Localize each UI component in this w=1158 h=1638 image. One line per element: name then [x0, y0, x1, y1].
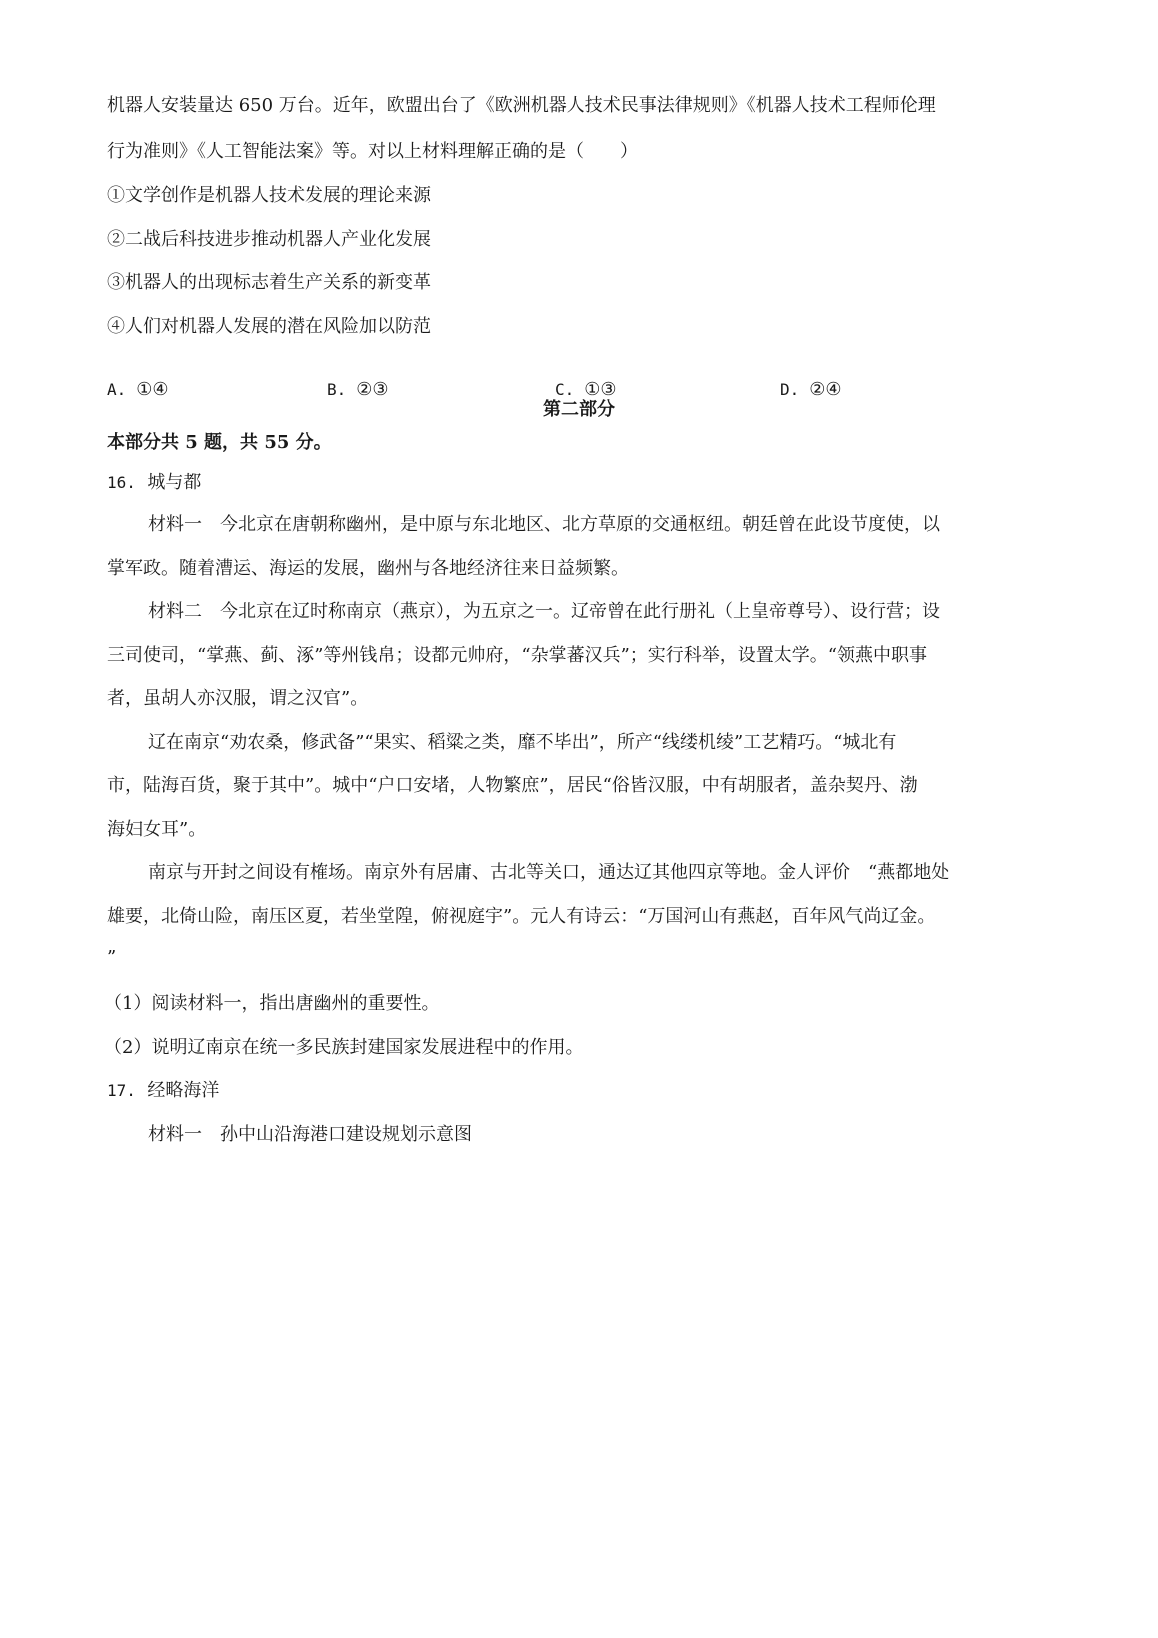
q16-heading — [107, 471, 201, 495]
q16-material-1-line-1: 材料一 今北京在唐朝称幽州，是中原与东北地区、北方草原的交通枢纽。朝廷曾在此设节度使，以 — [148, 514, 940, 535]
q15-stem-line-1: 机器人安装量达 650 万台。近年，欧盟出台了《欧洲机器人技术民事法律规则》《机器人技术工程师伦理 — [107, 95, 936, 116]
option-d-value: ②④ — [809, 379, 842, 400]
q16-number: 16. — [107, 473, 136, 492]
option-c-label: C. — [555, 380, 575, 399]
section-title: 第二部分 — [543, 399, 615, 420]
q15-statement-2: ②二战后科技进步推动机器人产业化发展 — [107, 229, 431, 250]
q16-material-1-line-2: 掌军政。随着漕运、海运的发展，幽州与各地经济往来日益频繁。 — [107, 558, 629, 579]
option-a-value: ①④ — [136, 379, 169, 400]
q16-paragraph-4-line-2: 雄要，北倚山险，南压区夏，若坐堂隍，俯视庭宇”。元人有诗云：“万国河山有燕赵，百年风气尚辽金。 — [107, 906, 936, 927]
option-c-value: ①③ — [584, 379, 617, 400]
q16-paragraph-3-line-1: 辽在南京“劝农桑，修武备”“果实、稻粱之类，靡不毕出”，所产“线缕机绫”工艺精巧。“城北有 — [148, 732, 897, 753]
q17-heading — [107, 1079, 219, 1103]
section-intro: 本部分共 5 题，共 55 分。 — [107, 432, 332, 453]
q16-material-2-line-1: 材料二 今北京在辽时称南京（燕京），为五京之一。辽帝曾在此行册礼（上皇帝尊号）、设行营；设 — [148, 601, 940, 622]
q16-paragraph-3-line-3: 海妇女耳”。 — [107, 819, 207, 840]
q16-material-2-line-3: 者，虽胡人亦汉服，谓之汉官”。 — [107, 688, 369, 709]
q16-title: 城与都 — [147, 472, 202, 493]
q15-statement-4: ④人们对机器人发展的潜在风险加以防范 — [107, 316, 431, 337]
option-d-label: D. — [780, 380, 800, 399]
q16-subquestion-2: （2）说明辽南京在统一多民族封建国家发展进程中的作用。 — [104, 1037, 584, 1058]
q16-subquestion-1: （1）阅读材料一，指出唐幽州的重要性。 — [104, 993, 440, 1014]
q16-paragraph-4-line-1: 南京与开封之间设有榷场。南京外有居庸、古北等关口，通达辽其他四京等地。金人评价 “燕都地处 — [148, 862, 950, 883]
q17-title: 经略海洋 — [147, 1080, 220, 1101]
option-b-value: ②③ — [356, 379, 389, 400]
option-b-label: B. — [327, 380, 347, 399]
q16-paragraph-4-line-3: ” — [107, 947, 117, 968]
q16-paragraph-3-line-2: 市，陆海百货，聚于其中”。城中“户口安堵，人物繁庶”，居民“俗皆汉服，中有胡服者，盖杂契丹、渤 — [107, 775, 918, 796]
q15-statement-1: ①文学创作是机器人技术发展的理论来源 — [107, 185, 431, 206]
q17-number: 17. — [107, 1081, 136, 1100]
q17-material-1-caption: 材料一 孙中山沿海港口建设规划示意图 — [148, 1124, 472, 1145]
q15-statement-3: ③机器人的出现标志着生产关系的新变革 — [107, 272, 431, 293]
q15-stem-line-2: 行为准则》《人工智能法案》等。对以上材料理解正确的是（ ） — [107, 141, 638, 162]
option-a-label: A. — [107, 380, 127, 399]
q16-material-2-line-2: 三司使司，“掌燕、蓟、涿”等州钱帛；设都元帅府，“杂掌蕃汉兵”；实行科举，设置太学。“领燕中职事 — [107, 645, 928, 666]
